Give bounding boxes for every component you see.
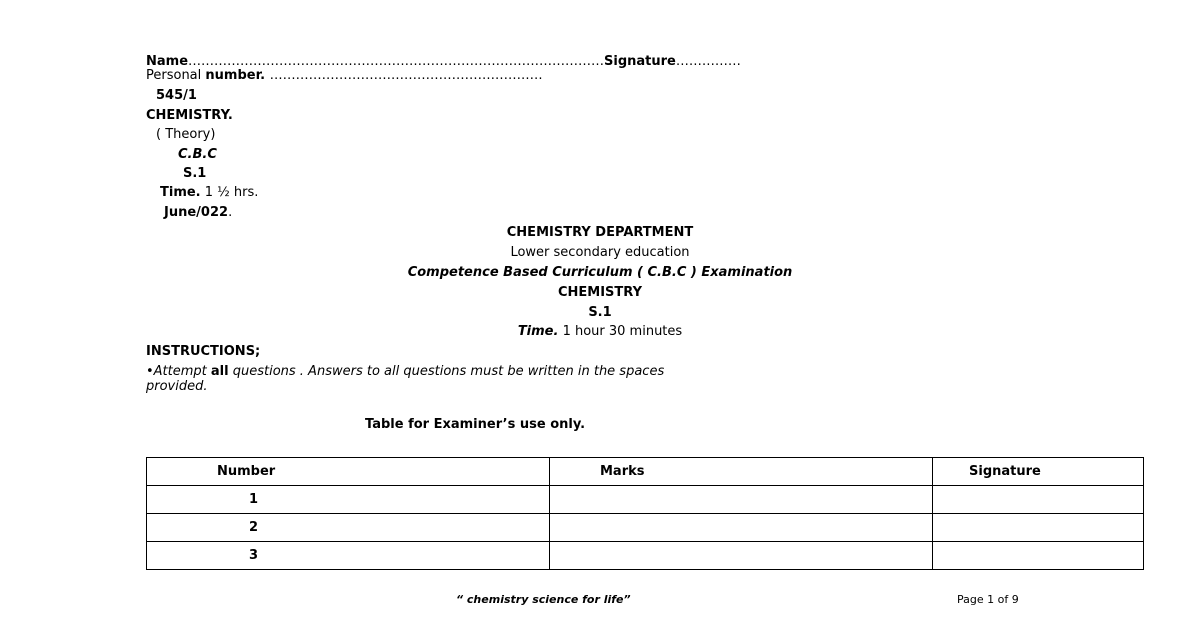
row-number: 2 xyxy=(147,514,550,542)
paper-code: 545/1 xyxy=(156,88,197,103)
table-row xyxy=(147,486,1144,514)
header-signature: Signature xyxy=(933,458,1144,486)
personal-dots: ……………………………………………………… xyxy=(269,68,543,83)
footer-motto: “ chemistry science for life” xyxy=(456,593,631,606)
class-title: S.1 xyxy=(588,305,612,320)
class-label: S.1 xyxy=(183,166,207,181)
instruction-text-a: •Attempt xyxy=(146,364,211,379)
examiner-table-title: Table for Examiner’s use only. xyxy=(365,417,586,432)
marks-cell[interactable] xyxy=(550,542,933,570)
department-title: CHEMISTRY DEPARTMENT xyxy=(506,225,694,240)
table-row xyxy=(147,542,1144,570)
instructions-line-1 xyxy=(146,364,664,379)
time-line xyxy=(160,185,258,200)
time-value: 1 ½ hrs. xyxy=(200,185,259,200)
signature-label: Signature xyxy=(604,54,676,69)
name-dots: …………………………………………………………………………………… xyxy=(188,54,605,69)
signature-cell[interactable] xyxy=(933,542,1144,570)
table-header-row xyxy=(147,458,1144,486)
page-number: Page 1 of 9 xyxy=(957,593,1019,606)
duration-value: 1 hour 30 minutes xyxy=(558,324,683,339)
duration-label: Time. xyxy=(517,324,559,339)
instructions-heading: INSTRUCTIONS; xyxy=(146,344,261,359)
header-number: Number xyxy=(147,458,550,486)
education-level: Lower secondary education xyxy=(510,245,690,260)
theory-label: ( Theory) xyxy=(156,127,216,142)
personal-number-line xyxy=(146,68,543,83)
instruction-text-c: questions . Answers to all questions must be written in the spaces xyxy=(228,364,665,379)
marks-cell[interactable] xyxy=(550,514,933,542)
table-row xyxy=(147,514,1144,542)
name-signature-line xyxy=(146,54,741,69)
header-marks: Marks xyxy=(550,458,933,486)
row-number: 1 xyxy=(147,486,550,514)
examiner-table xyxy=(146,457,1144,570)
date-suffix: . xyxy=(228,205,233,220)
personal-number-label: number. xyxy=(205,68,270,83)
subject-heading: CHEMISTRY. xyxy=(146,108,233,123)
row-number: 3 xyxy=(147,542,550,570)
name-label: Name xyxy=(146,54,189,69)
personal-label: Personal xyxy=(146,68,206,83)
time-label: Time. xyxy=(160,185,201,200)
marks-cell[interactable] xyxy=(550,486,933,514)
instructions-line-2: provided. xyxy=(146,379,208,394)
duration-line xyxy=(0,324,1200,339)
subject-title: CHEMISTRY xyxy=(557,285,643,300)
exam-name: Competence Based Curriculum ( C.B.C ) Examination xyxy=(407,265,793,280)
date-label: June/022 xyxy=(164,205,229,220)
signature-dots: …………… xyxy=(675,54,741,69)
date-line xyxy=(164,205,232,220)
signature-cell[interactable] xyxy=(933,486,1144,514)
cbc-label: C.B.C xyxy=(178,147,217,162)
instruction-all: all xyxy=(210,364,229,379)
signature-cell[interactable] xyxy=(933,514,1144,542)
